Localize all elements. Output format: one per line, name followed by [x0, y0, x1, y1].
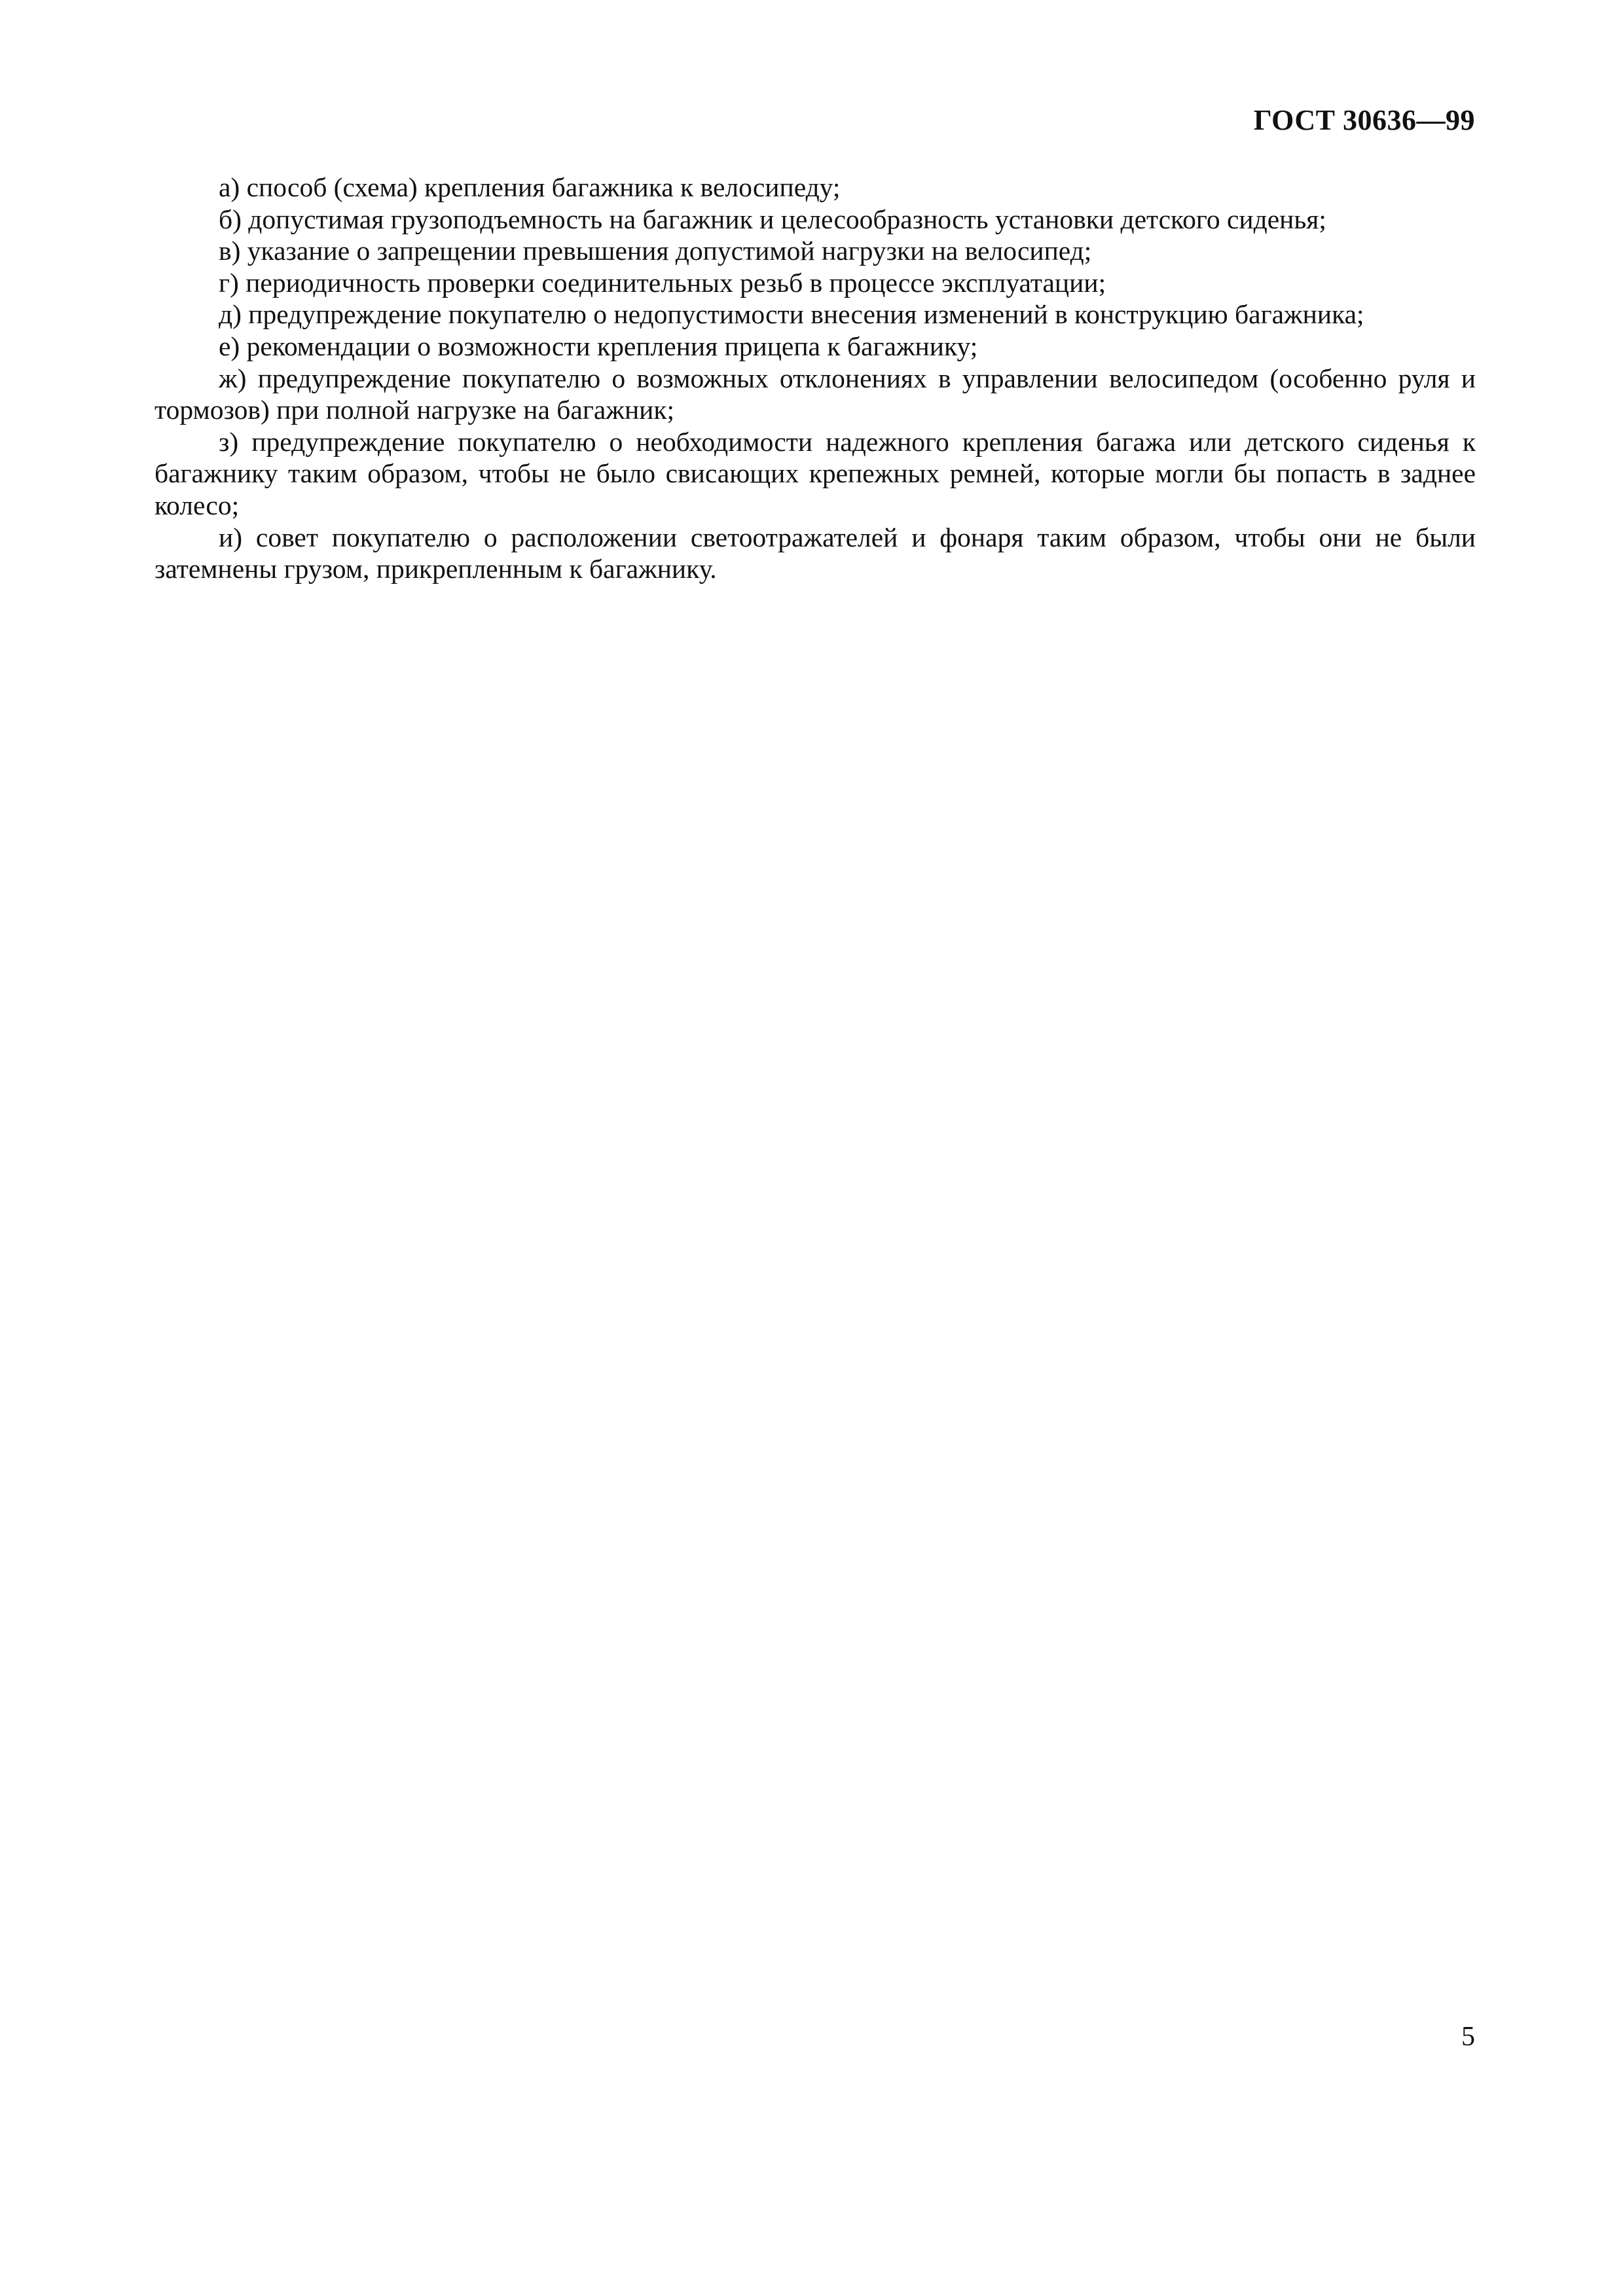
list-item: г) периодичность проверки соединительных резьб в процессе эксплуатации;	[219, 267, 1106, 298]
list-item: е) рекомендации о возможности крепления прицепа к багажнику;	[219, 331, 978, 361]
standard-code-header: ГОСТ 30636—99	[1253, 104, 1475, 136]
list-item: и) совет покупателю о расположении светоотражателей и фонаря таким образом, чтобы они не были затемнены грузом, прикрепленным к багажнику.	[155, 522, 1476, 584]
requirements-list	[155, 171, 1476, 585]
list-item: а) способ (схема) крепления багажника к велосипеду;	[219, 172, 841, 202]
list-item: д) предупреждение покупателю о недопустимости внесения изменений в конструкцию багажника;	[219, 299, 1364, 330]
list-item: в) указание о запрещении превышения допустимой нагрузки на велосипед;	[219, 236, 1092, 266]
list-item: ж) предупреждение покупателю о возможных отклонениях в управлении велосипедом (особенно руля и тормозов) при полной нагрузке на багажник;	[155, 363, 1476, 425]
list-item: з) предупреждение покупателю о необходимости надежного крепления багажа или детского сиденья к багажнику таким образом, чтобы не было свисающих крепежных ремней, которые могли бы попасть в заднее колесо;	[155, 426, 1476, 520]
list-item: б) допустимая грузоподъемность на багажник и целесообразность установки детского сиденья;	[219, 204, 1326, 234]
page-number: 5	[1461, 2022, 1475, 2052]
